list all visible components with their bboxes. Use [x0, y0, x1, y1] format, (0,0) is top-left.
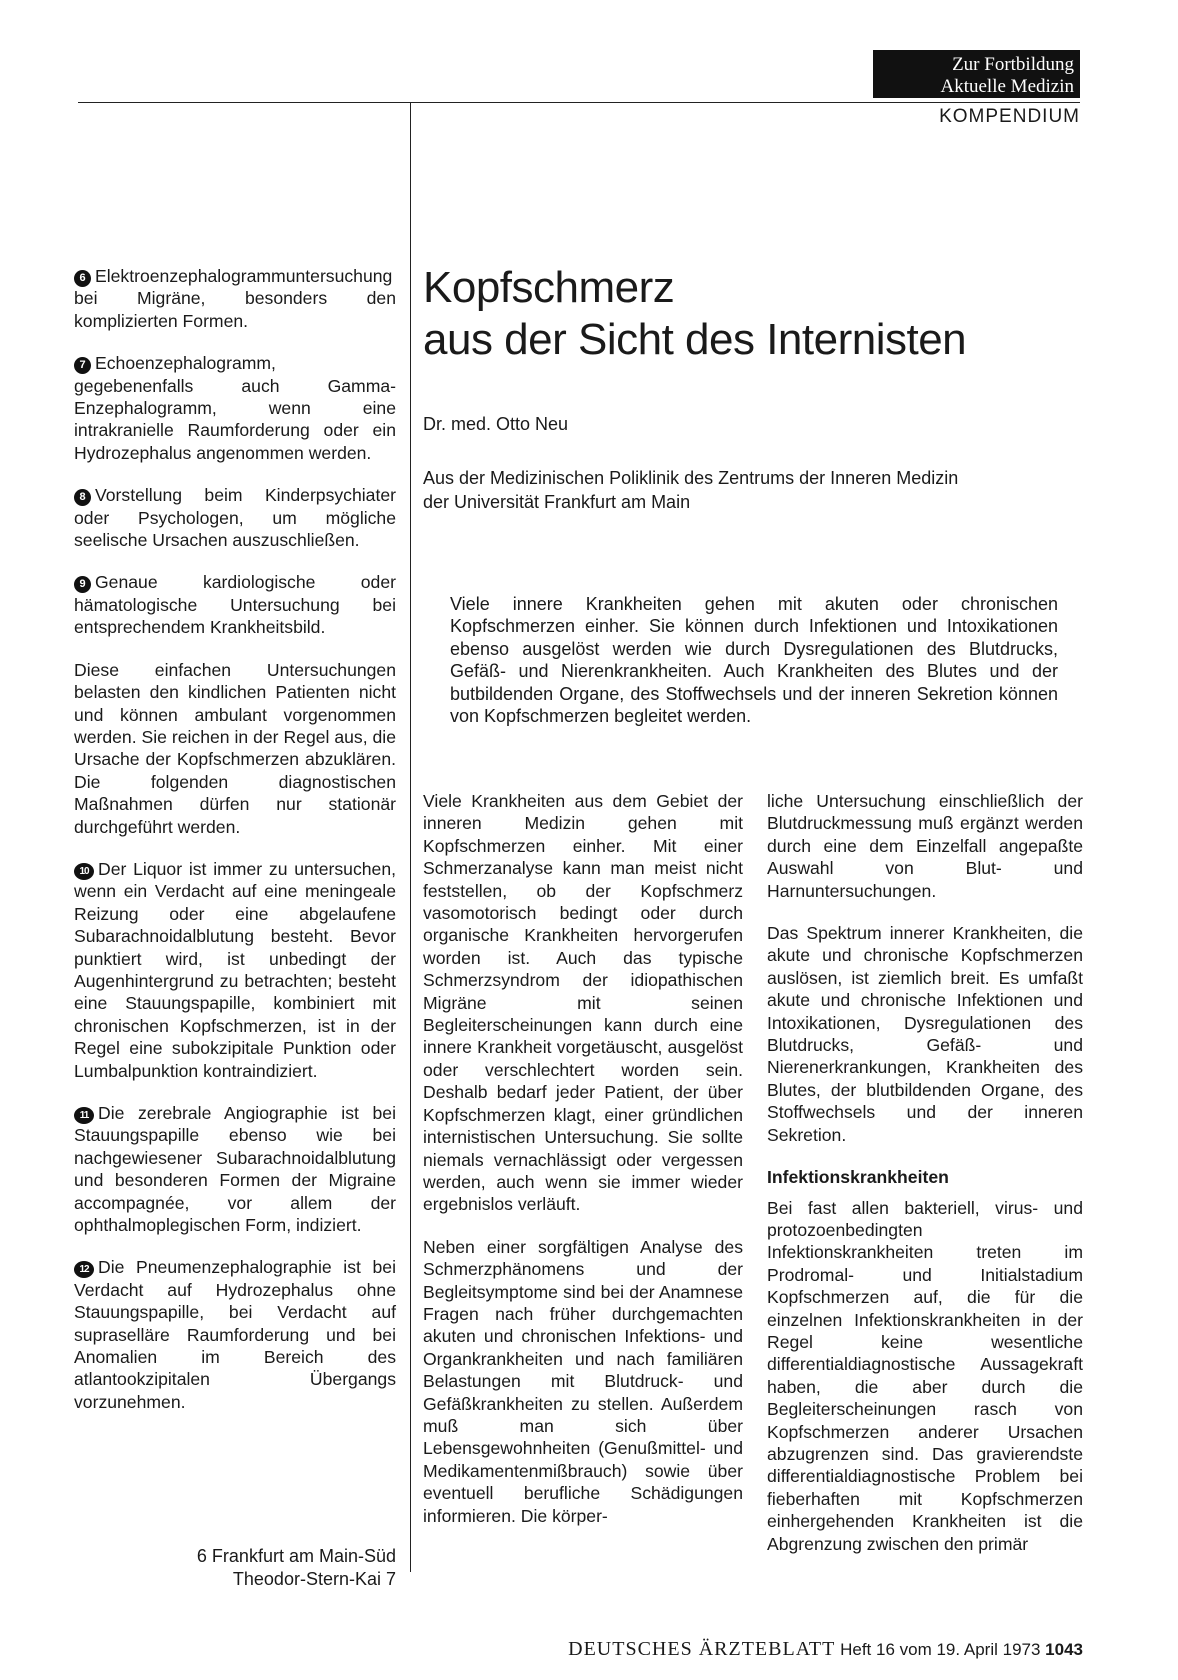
title-line-1: Kopfschmerz — [423, 263, 675, 312]
body-paragraph: Das Spektrum innerer Krankheiten, die akute und chronische Kopfschmerzen auslösen, ist ziemlich breit. Es umfaßt akute und chronische Infektionen und Intoxikationen, Dysregulationen des Blutdrucks, Gefäß- und Nierenerkrankungen, Krankheiten des Blutes, der blutbildenden Organe, des Stoffwechsels und der inneren Sekretion. — [767, 923, 1083, 1145]
address-line-2: Theodor-Stern-Kai 7 — [232, 1569, 396, 1589]
item-number: 8 — [74, 489, 91, 506]
item-number: 6 — [74, 270, 91, 287]
item-number: 10 — [74, 863, 94, 880]
author-address — [74, 1545, 396, 1591]
list-item — [74, 484, 396, 551]
body-paragraph: Viele Krankheiten aus dem Gebiet der inneren Medizin gehen mit Kopfschmerzen einher. Mit einer Schmerzanalyse kann man meist nicht feststellen, ob der Kopfschmerz vasomotorisch bedingt oder durch organische Krankheiten hervorgerufen worden ist. Auch das typische Schmerzsyndrom der idiopathischen Migräne mit seinen Begleiterscheinungen kann durch eine innere Krankheit vorgetäuscht, ausgelöst oder verschlechtert worden sein. Deshalb bedarf jeder Patient, der über Kopfschmerzen klagt, einer gründlichen internistischen Untersuchung. Sie sollte niemals vernachlässigt oder vergessen werden, auch wenn sie immer wieder ergebnislos verläuft. — [423, 791, 743, 1215]
item-text: Elektroenzephalogrammuntersuchung bei Migräne, besonders den komplizierten Formen. — [74, 266, 396, 331]
item-number: 9 — [74, 576, 91, 593]
body-paragraph: Bei fast allen bakteriell, virus- und protozoenbedingten Infektionskrankheiten treten im Prodromal- und Initialstadium Kopfschmerzen auf, die für die einzelnen Infektionskrankheiten in der Regel keine wesentliche differentialdiagnostische Aussagekraft haben, die aber durch die Begleiterscheinungen rasch von Kopfschmerzen anderer Ursachen abzugrenzen sind. Das gravierendste differentialdiagnostische Problem bei fieberhaften mit Kopfschmerzen einhergehenden Krankheiten ist die Abgrenzung zwischen den primär — [767, 1197, 1083, 1554]
badge-line-2: Aktuelle Medizin — [940, 76, 1074, 97]
page-footer — [470, 1638, 1083, 1661]
issue-info: Heft 16 vom 19. April 1973 — [840, 1640, 1041, 1659]
right-column — [767, 790, 1083, 1575]
body-paragraph: Diese einfachen Untersuchungen belasten den kindlichen Patienten nicht und können ambulant vorgenommen werden. Sie reichen in der Regel aus, die Ursache der Kopfschmerzen abzuklären. Die folgenden diagnostischen Maßnahmen dürfen nur stationär durchgeführt werden. — [74, 659, 396, 837]
item-number: 7 — [74, 357, 91, 374]
article-affiliation — [423, 466, 1063, 514]
list-item — [74, 1102, 396, 1236]
item-number: 12 — [74, 1261, 94, 1278]
list-item — [74, 571, 396, 638]
item-text: Echoenzephalogramm, gegebenenfalls auch Gamma-Enzephalogramm, wenn eine intrakranielle Raumforderung oder ein Hydrozephalus angenommen werden. — [74, 353, 396, 463]
address-line-1: 6 Frankfurt am Main-Süd — [196, 1546, 396, 1566]
page-number: 1043 — [1045, 1640, 1083, 1659]
article-title — [423, 262, 1083, 366]
column-rule — [410, 102, 411, 1572]
title-line-2: aus der Sicht des Internisten — [423, 315, 967, 364]
left-column — [74, 265, 396, 1433]
affiliation-line-2: der Universität Frankfurt am Main — [423, 492, 691, 512]
section-label: KOMPENDIUM — [939, 106, 1080, 127]
list-item — [74, 352, 396, 464]
middle-column — [423, 790, 743, 1547]
item-text: Die zerebrale Angiographie ist bei Stauungspapille ebenso wie bei nachgewiesener Subarachnoidalblutung und besonderen Formen der Migraine accompagnée, vor allem der ophthalmoplegischen Form, indiziert. — [74, 1103, 396, 1236]
list-item — [74, 265, 396, 332]
list-item — [74, 1256, 396, 1413]
list-item — [74, 858, 396, 1082]
body-paragraph: liche Untersuchung einschließlich der Blutdruckmessung muß ergänzt werden durch eine dem Einzelfall angepaßte Auswahl von Blut- und Harnuntersuchungen. — [767, 791, 1083, 901]
section-badge — [873, 50, 1080, 98]
badge-line-1: Zur Fortbildung — [952, 54, 1074, 75]
journal-name: DEUTSCHES ÄRZTEBLATT — [568, 1638, 836, 1660]
item-number: 11 — [74, 1107, 94, 1124]
article-abstract: Viele innere Krankheiten gehen mit akuten oder chronischen Kopfschmerzen einher. Sie können durch Infektionen und Intoxikationen ebenso ausgelöst werden wie durch Dysregulationen des Blutdrucks, Gefäß- und Nierenkrankheiten. Auch Krankheiten des Blutes und der butbildenden Organe, des Stoffwechsels und der inneren Sekretion können von Kopfschmerzen begleitet werden. — [450, 594, 1058, 727]
item-text: Genaue kardiologische oder hämatologische Untersuchung bei entsprechendem Krankheitsbild. — [74, 572, 396, 638]
body-paragraph: Neben einer sorgfältigen Analyse des Schmerzphänomens und der Begleitsymptome sind bei der Anamnese Fragen nach früher durchgemachten akuten und chronischen Infektions- und Organkrankheiten und nach familiären Belastungen mit Blutdruck- und Gefäßkrankheiten zu stellen. Außerdem muß man sich über Lebensgewohnheiten (Genußmittel- und Medikamentenmißbrauch) sowie über eventuell berufliche Schädigungen informieren. Die körper- — [423, 1236, 743, 1526]
item-text: Der Liquor ist immer zu untersuchen, wenn ein Verdacht auf eine meningeale Reizung oder eine abgelaufene Subarachnoidalblutung besteht. Bevor punktiert wird, ist unbedingt der Augenhintergrund zu betrachten; besteht eine Stauungspapille, kombiniert mit chronischen Kopfschmerzen, ist in der Regel eine subokzipitale Punktion oder Lumbalpunktion kontraindiziert. — [74, 858, 396, 1081]
item-text: Vorstellung beim Kinderpsychiater oder Psychologen, um mögliche seelische Ursachen auszuschließen. — [74, 485, 396, 551]
header-rule — [78, 102, 1080, 103]
affiliation-line-1: Aus der Medizinischen Poliklinik des Zentrums der Inneren Medizin — [423, 468, 959, 488]
item-text: Die Pneumenzephalographie ist bei Verdacht auf Hydrozephalus ohne Stauungspapille, bei Verdacht auf supraselläre Raumforderung und bei Anomalien im Bereich des atlantookzipitalen Übergangs vorzunehmen. — [74, 1257, 396, 1412]
section-heading: Infektionskrankheiten — [767, 1167, 949, 1188]
article-author: Dr. med. Otto Neu — [423, 414, 569, 434]
